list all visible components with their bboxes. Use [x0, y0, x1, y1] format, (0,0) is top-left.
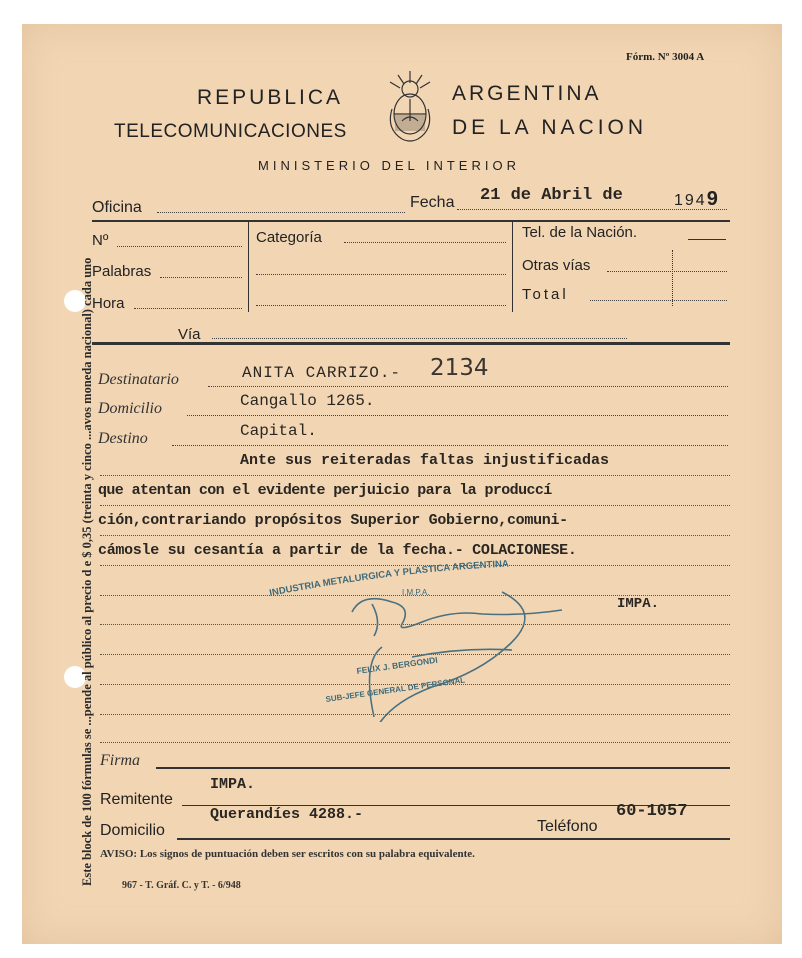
destino-line	[172, 445, 728, 446]
message-sender-short: IMPA.	[617, 596, 660, 612]
n-line	[117, 246, 242, 247]
hora-line	[134, 308, 242, 309]
stamp-company: INDUSTRIA METALURGICA Y PLASTICA ARGENTINA	[268, 558, 509, 599]
company-stamp	[262, 552, 562, 722]
footer-domicilio-value: Querandíes 4288.-	[210, 806, 364, 823]
form-number: Fórm. Nº 3004 A	[626, 51, 705, 63]
palabras-line	[160, 277, 242, 278]
firma-line	[156, 767, 730, 769]
fecha-label: Fecha	[410, 194, 455, 211]
side-legal-text: Este block de 100 fórmulas se ...pende al público al precio d e $ 0,35 (treinta y cinco ...avos moneda nacional) cada uno	[80, 257, 94, 886]
n-label: Nº	[92, 232, 109, 249]
message-line-2: que atentan con el evidente perjuicio para la produccí	[98, 482, 552, 499]
signature-icon	[352, 592, 562, 722]
remitente-value: IMPA.	[210, 776, 256, 793]
year-digit: 9	[706, 188, 720, 210]
message-rule-10	[100, 742, 730, 743]
domicilio-label: Domicilio	[98, 400, 162, 417]
svg-text:INDUSTRIA METALURGICA Y PLASTI	[268, 559, 509, 599]
domicilio-footer-line	[177, 838, 730, 840]
oficina-label: Oficina	[92, 199, 142, 216]
header-de-la-nacion: DE LA NACION	[452, 116, 648, 139]
year-prefix: 194	[674, 192, 707, 209]
telegram-form	[22, 24, 782, 944]
telefono-value: 60-1057	[616, 802, 688, 821]
otras-vias-line	[607, 271, 727, 272]
total-label: Total	[522, 286, 569, 303]
printer-imprint: 967 - T. Gráf. C. y T. - 6/948	[122, 880, 241, 891]
destinatario-value: ANITA CARRIZO.-	[242, 364, 402, 382]
destinatario-line	[208, 386, 728, 387]
stamp-person: FELIX J. BERGONDI	[355, 654, 439, 676]
grid-divider-3	[672, 250, 673, 306]
grid-divider-2	[512, 222, 513, 312]
header-republica: REPUBLICA	[197, 86, 344, 109]
categoria-label: Categoría	[256, 229, 322, 246]
coat-of-arms-icon	[384, 69, 436, 145]
fecha-year	[674, 188, 720, 211]
grid-top-line	[92, 220, 730, 222]
categoria-line	[344, 242, 506, 243]
header-argentina: ARGENTINA	[452, 82, 602, 105]
message-rule-1	[100, 475, 730, 476]
domicilio-value: Cangallo 1265.	[240, 392, 375, 410]
destino-value: Capital.	[240, 422, 317, 440]
oficina-line	[157, 212, 405, 213]
domicilio-line	[187, 415, 728, 416]
stamp-initials: I.M.P.A.	[402, 588, 430, 597]
hora-label: Hora	[92, 295, 125, 312]
aviso-note: AVISO: Los signos de puntuación deben ser escritos con su palabra equivalente.	[100, 848, 475, 860]
fecha-value: 21 de Abril de	[480, 186, 623, 205]
firma-label: Firma	[100, 752, 140, 769]
destino-label: Destino	[98, 430, 148, 447]
grid-bottom-line	[92, 342, 730, 345]
telefono-label: Teléfono	[537, 818, 598, 835]
categoria-line-2	[256, 274, 506, 275]
message-rule-2	[100, 505, 730, 506]
remitente-label: Remitente	[100, 791, 173, 808]
destinatario-number: 2134	[430, 355, 489, 381]
destinatario-label: Destinatario	[98, 371, 179, 388]
total-line	[590, 300, 727, 301]
via-line	[212, 338, 627, 339]
message-rule-3	[100, 535, 730, 536]
tel-nacion-line	[688, 239, 726, 240]
message-line-3: ción,contrariando propósitos Superior Gobierno,comuni-	[98, 512, 568, 529]
tel-nacion-label: Tel. de la Nación.	[522, 224, 638, 241]
header-ministerio: MINISTERIO DEL INTERIOR	[258, 158, 520, 173]
message-line-1: Ante sus reiteradas faltas injustificadas	[240, 452, 610, 469]
categoria-line-3	[256, 305, 506, 306]
footer-domicilio-label: Domicilio	[100, 822, 165, 839]
otras-vias-label: Otras vías	[522, 257, 591, 274]
via-label: Vía	[178, 326, 201, 343]
palabras-label: Palabras	[92, 263, 152, 280]
message-line-4: cámosle su cesantía a partir de la fecha.- COLACIONESE.	[98, 542, 577, 559]
header-telecomunicaciones: TELECOMUNICACIONES	[114, 121, 347, 142]
grid-divider-1	[248, 222, 249, 312]
stamp-title: SUB-JEFE GENERAL DE PERSONAL	[325, 675, 466, 704]
